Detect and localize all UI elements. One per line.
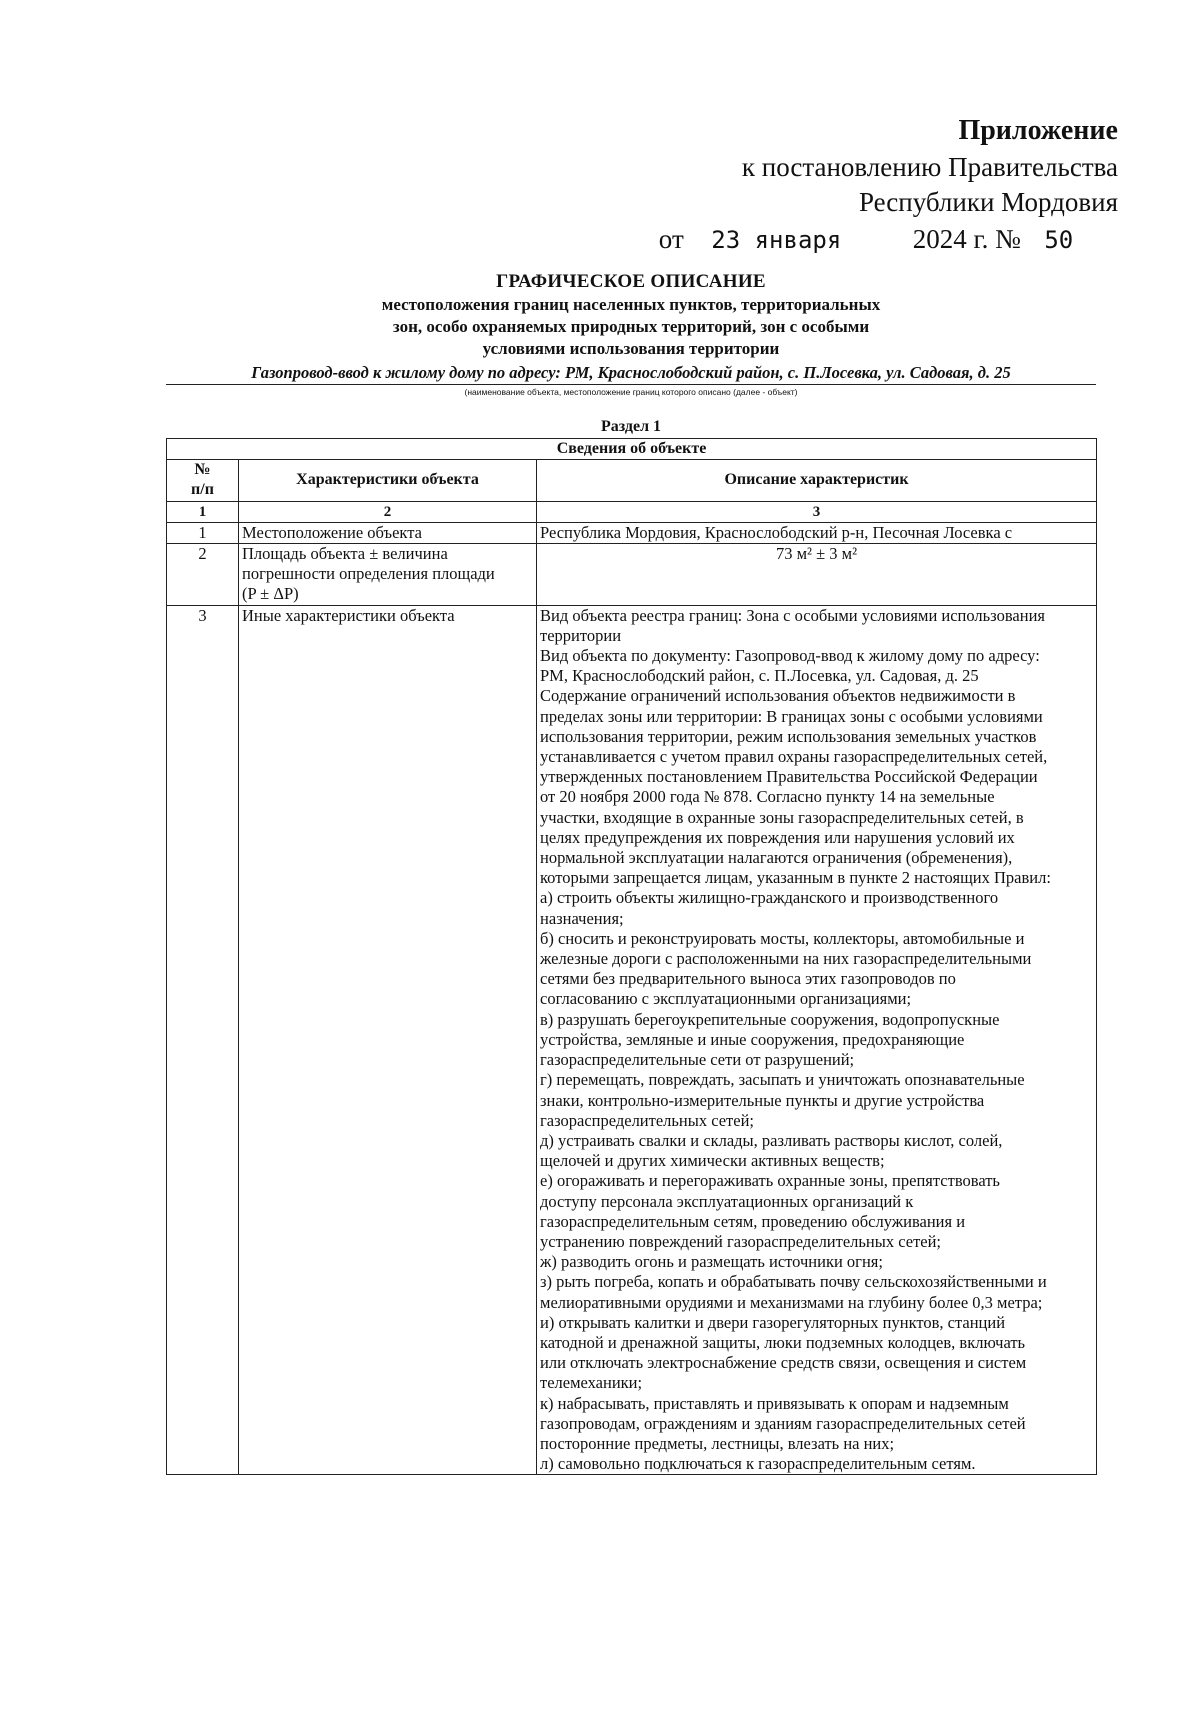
characteristic-line: (P ± ΔP) (242, 584, 299, 604)
description-line: или отключать электроснабжение средств связи, освещения и систем (540, 1353, 1027, 1373)
column-number-1: 1 (167, 501, 239, 522)
row-characteristic (239, 522, 537, 543)
description-line: газопроводам, ограждениям и зданиям газораспределительных сетей (540, 1413, 1026, 1433)
description-line: и) открывать калитки и двери газорегуляторных пунктов, станций (540, 1312, 1006, 1332)
description-line: газораспределительным сетям, проведению обслуживания и (540, 1211, 966, 1231)
column-number-row (167, 501, 1097, 522)
description-line: к) набрасывать, приставлять и привязывать к опорам и надземным (540, 1393, 1009, 1413)
description-line: г) перемещать, повреждать, засыпать и уничтожать опознавательные (540, 1070, 1025, 1090)
appendix-line-1: к постановлению Правительства (741, 152, 1118, 182)
table-row (167, 522, 1097, 543)
row-description (537, 544, 1097, 606)
description-line: е) огораживать и перегораживать охранные зоны, препятствовать (540, 1171, 1000, 1191)
table-header-row (167, 460, 1097, 501)
description-line: а) строить объекты жилищно-гражданского и производственного (540, 888, 999, 908)
description-line: от 20 ноября 2000 года № 878. Согласно пункту 14 на земельные (540, 787, 995, 807)
description-line: устанавливается с учетом правил охраны газораспределительных сетей, (540, 747, 1048, 767)
description-line: газораспределительных сетей; (540, 1110, 755, 1130)
object-caption: (наименование объекта, местоположение границ которого описано (далее - объект) (464, 387, 798, 397)
decree-number: 50 (1044, 226, 1074, 254)
date-year: 2024 г. № (912, 224, 1021, 254)
description-line: Вид объекта реестра границ: Зона с особыми условиями использования (540, 605, 1045, 625)
section-title: Раздел 1 (600, 418, 662, 435)
object-info-table (166, 438, 1097, 1475)
row-number: 2 (167, 544, 239, 606)
date-prefix: от (658, 224, 684, 254)
row-description (537, 522, 1097, 543)
characteristic-line: Местоположение объекта (242, 522, 422, 542)
row-number: 1 (167, 522, 239, 543)
column-number-3: 3 (537, 501, 1097, 522)
row-characteristic (239, 544, 537, 606)
description-line: устройства, земляные и иные сооружения, предохраняющие (540, 1029, 965, 1049)
description-line: щелочей и других химически активных веществ; (540, 1151, 885, 1171)
description-line: Содержание ограничений использования объектов недвижимости в (540, 686, 1016, 706)
description-line: использования территории, режим использования земельных участков (540, 726, 1037, 746)
description-line: которыми запрещается лицам, указанным в пункте 2 настоящих Правил: (540, 868, 1051, 888)
description-line: л) самовольно подключаться к газораспределительным сетям. (540, 1454, 976, 1474)
characteristic-line: погрешности определения площади (242, 564, 495, 584)
heading-subtitle-1: местоположения границ населенных пунктов, территориальных (381, 295, 881, 314)
appendix-block (659, 112, 1118, 258)
description-line: согласованию с эксплуатационными организациями; (540, 989, 912, 1009)
appendix-date (659, 222, 1118, 258)
characteristic-line: Площадь объекта ± величина (242, 544, 448, 564)
description-line: участки, входящие в охранные зоны газораспределительных сетей, в (540, 807, 1024, 827)
appendix-line-2: Республики Мордовия (858, 187, 1118, 217)
table-caption-row (167, 439, 1097, 460)
row-number: 3 (167, 605, 239, 1475)
description-line: 73 м² ± 3 м² (775, 544, 858, 564)
description-line: Вид объекта по документу: Газопровод-ввод к жилому дому по адресу: (540, 646, 1040, 666)
description-line: РМ, Краснослободский район, с. П.Лосевка, ул. Садовая, д. 25 (540, 666, 979, 686)
description-line: территории (540, 625, 622, 645)
description-line: Республика Мордовия, Краснослободский р-н, Песочная Лосевка с (540, 522, 1013, 542)
description-line: мелиоративными орудиями и механизмами на глубину более 0,3 метра; (540, 1292, 1043, 1312)
document-heading (166, 270, 1096, 384)
table-row (167, 605, 1097, 1475)
description-line: в) разрушать берегоукрепительные сооружения, водопропускные (540, 1009, 1000, 1029)
object-name: Газопровод-ввод к жилому дому по адресу: РМ, Краснослободский район, с. П.Лосевка, ул. Садовая, д. 25 (251, 363, 1011, 382)
column-number-2: 2 (239, 501, 537, 522)
row-characteristic (239, 605, 537, 1475)
description-line: ж) разводить огонь и размещать источники огня; (540, 1252, 883, 1272)
object-underline (166, 384, 1096, 385)
description-line: з) рыть погреба, копать и обрабатывать почву сельскохозяйственными и (540, 1272, 1047, 1292)
date-day-month: 23 января (711, 226, 842, 254)
description-line: газораспределительные сети от разрушений; (540, 1050, 855, 1070)
description-line: д) устраивать свалки и склады, разливать растворы кислот, солей, (540, 1130, 1003, 1150)
description-line: нормальной эксплуатации налагаются ограничения (обременения), (540, 848, 1013, 868)
description-line: катодной и дренажной защиты, люки подземных колодцев, включать (540, 1332, 1026, 1352)
description-line: железные дороги с расположенными на них газораспределительными (540, 949, 1032, 969)
heading-subtitle-2: зон, особо охраняемых природных территорий, зон с особыми (392, 317, 870, 336)
description-line: целях предупреждения их повреждения или нарушения условий их (540, 827, 1015, 847)
description-line: посторонние предметы, лестницы, влезать на них; (540, 1433, 895, 1453)
heading-subtitle-3: условиями использования территории (482, 339, 780, 358)
description-line: доступу персонала эксплуатационных организаций к (540, 1191, 914, 1211)
appendix-title: Приложение (958, 115, 1118, 146)
table-caption: Сведения об объекте (167, 439, 1097, 460)
column-header-description: Описание характеристик (537, 460, 1097, 501)
description-line: сетями без предварительного выноса этих газопроводов по (540, 969, 956, 989)
description-line: назначения; (540, 908, 624, 928)
characteristic-line: Иные характеристики объекта (242, 605, 455, 625)
description-line: телемеханики; (540, 1373, 643, 1393)
heading-title: ГРАФИЧЕСКОЕ ОПИСАНИЕ (496, 271, 766, 292)
description-line: утвержденных постановлением Правительства Российской Федерации (540, 767, 1038, 787)
description-line: устранению повреждений газораспределительных сетей; (540, 1231, 942, 1251)
description-line: пределах зоны или территории: В границах зоны с особыми условиями (540, 706, 1043, 726)
table-row (167, 544, 1097, 606)
description-line: знаки, контрольно-измерительные пункты и другие устройства (540, 1090, 985, 1110)
row-description (537, 605, 1097, 1475)
column-header-number: № п/п (167, 460, 239, 501)
description-line: б) сносить и реконструировать мосты, коллекторы, автомобильные и (540, 928, 1025, 948)
column-header-characteristic: Характеристики объекта (239, 460, 537, 501)
